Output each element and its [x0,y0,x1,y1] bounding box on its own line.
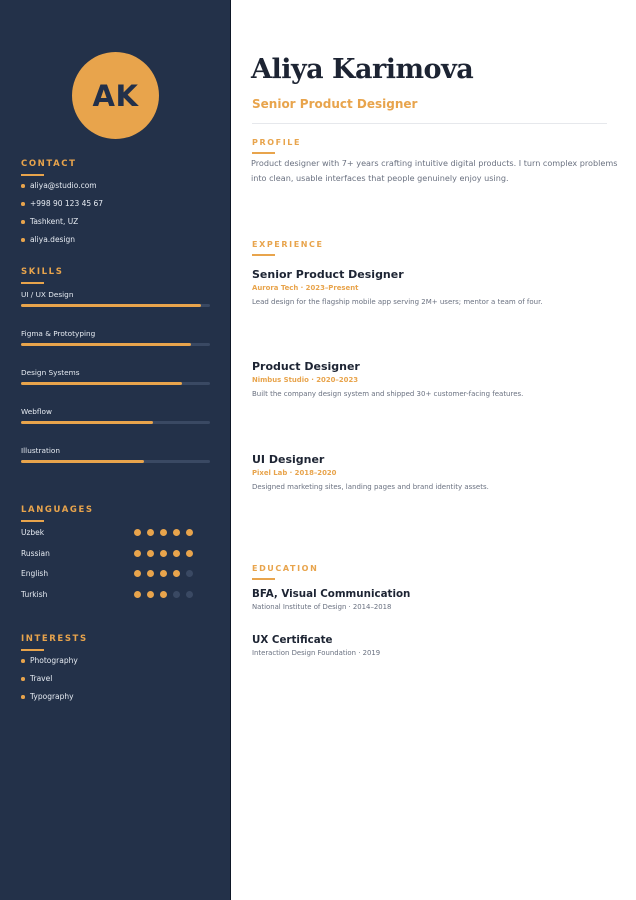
job-entry [252,453,612,492]
rating-dot-filled [173,529,180,536]
skill-label: Illustration [21,446,60,455]
skill-item [21,290,210,307]
language-name: English [21,569,49,578]
contact-email[interactable]: aliya@studio.com [21,180,103,198]
education-heading: EDUCATION [252,564,319,573]
skill-bar-fill [21,343,191,346]
education-entry [252,634,612,658]
job-meta: Pixel Lab · 2018–2020 [252,469,337,477]
rating-dot-filled [134,591,141,598]
skill-label: Webflow [21,407,52,416]
rating-dot-empty [186,570,193,577]
profile-text: Product designer with 7+ years crafting intuitive digital products. I turn complex problems into clean, usable interfaces that people genuinely enjoy using. [251,158,618,183]
interest-item: Photography [21,655,78,673]
rating-dot-filled [160,570,167,577]
job-title: UI Designer [252,453,325,466]
interests-list [21,655,78,709]
skills-heading: SKILLS [21,267,64,277]
rating-dot-filled [160,591,167,598]
skill-bar-fill [21,421,153,424]
rating-dot-filled [134,570,141,577]
candidate-name: Aliya Karimova [251,54,474,85]
header-divider [252,123,607,124]
skill-label: Figma & Prototyping [21,329,96,338]
education-meta: National Institute of Design · 2014–2018 [252,603,392,611]
rating-dot-filled [160,550,167,557]
candidate-role: Senior Product Designer [252,97,418,111]
profile-heading: PROFILE [252,138,302,147]
language-row [21,527,191,539]
job-title: Product Designer [252,360,360,373]
skill-bar-fill [21,382,182,385]
language-row [21,568,191,580]
education-title: BFA, Visual Communication [252,588,411,600]
language-rating [134,591,193,598]
language-rating [134,570,193,577]
skill-item [21,446,210,463]
job-meta: Nimbus Studio · 2020–2023 [252,376,359,384]
rating-dot-filled [173,550,180,557]
rating-dot-filled [147,529,154,536]
skill-bar-track [21,460,210,463]
rating-dot-filled [186,529,193,536]
skill-bar-track [21,304,210,307]
language-row [21,589,191,601]
contact-heading: CONTACT [21,159,77,169]
language-rating [134,550,193,557]
contact-website[interactable]: aliya.design [21,234,103,252]
skill-bar-fill [21,304,201,307]
job-description: Designed marketing sites, landing pages and brand identity assets. [252,483,489,491]
job-description: Lead design for the flagship mobile app serving 2M+ users; mentor a team of four. [252,298,543,306]
rating-dot-empty [186,591,193,598]
education-title: UX Certificate [252,634,333,646]
skill-label: Design Systems [21,368,80,377]
skill-bar-track [21,382,210,385]
rating-dot-filled [134,550,141,557]
avatar-initials: AK [92,78,139,113]
avatar [72,52,159,139]
language-rating [134,529,193,536]
rating-dot-filled [186,550,193,557]
education-entry [252,588,612,612]
language-name: Turkish [21,590,48,599]
interests-heading: INTERESTS [21,634,88,644]
job-entry [252,360,612,399]
rating-dot-filled [173,570,180,577]
language-name: Russian [21,549,50,558]
skill-item [21,329,210,346]
skill-item [21,368,210,385]
languages-heading: LANGUAGES [21,505,94,515]
rating-dot-empty [173,591,180,598]
skill-bar-fill [21,460,144,463]
interest-item: Travel [21,673,78,691]
rating-dot-filled [160,529,167,536]
job-description: Built the company design system and shipped 30+ customer-facing features. [252,390,524,398]
job-meta: Aurora Tech · 2023–Present [252,284,359,292]
education-meta: Interaction Design Foundation · 2019 [252,649,381,657]
rating-dot-filled [147,550,154,557]
sidebar [0,0,231,900]
rating-dot-filled [134,529,141,536]
rating-dot-filled [147,591,154,598]
skill-label: UI / UX Design [21,290,74,299]
language-name: Uzbek [21,528,45,537]
rating-dot-filled [147,570,154,577]
job-title: Senior Product Designer [252,268,404,281]
skill-bar-track [21,421,210,424]
contact-list [21,180,103,252]
skill-bar-track [21,343,210,346]
skill-item [21,407,210,424]
contact-location: Tashkent, UZ [21,216,103,234]
contact-phone[interactable]: +998 90 123 45 67 [21,198,103,216]
language-row [21,548,191,560]
experience-heading: EXPERIENCE [252,240,324,249]
job-entry [252,268,612,307]
interest-item: Typography [21,691,78,709]
